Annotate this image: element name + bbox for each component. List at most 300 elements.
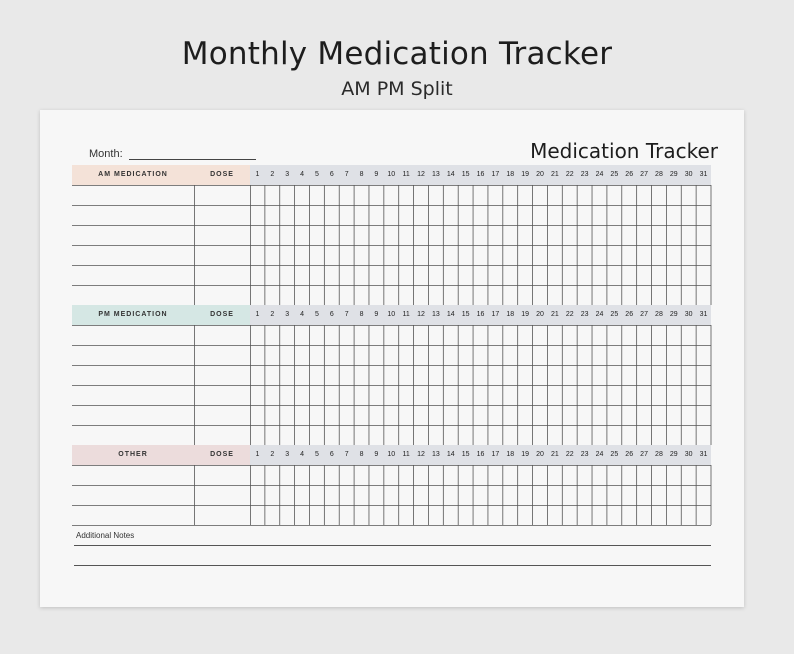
- day-checkbox-cell[interactable]: [548, 506, 561, 524]
- day-checkbox-cell[interactable]: [296, 386, 309, 404]
- day-checkbox-cell[interactable]: [489, 206, 502, 224]
- day-checkbox-cell[interactable]: [400, 346, 413, 364]
- day-checkbox-cell[interactable]: [653, 366, 666, 384]
- day-checkbox-cell[interactable]: [489, 246, 502, 264]
- day-checkbox-cell[interactable]: [385, 206, 398, 224]
- day-checkbox-cell[interactable]: [682, 366, 695, 384]
- day-checkbox-cell[interactable]: [266, 186, 279, 204]
- day-checkbox-cell[interactable]: [548, 346, 561, 364]
- day-checkbox-cell[interactable]: [325, 466, 338, 484]
- day-checkbox-cell[interactable]: [548, 386, 561, 404]
- day-checkbox-cell[interactable]: [623, 266, 636, 284]
- day-checkbox-cell[interactable]: [563, 406, 576, 424]
- day-checkbox-cell[interactable]: [355, 466, 368, 484]
- day-checkbox-cell[interactable]: [415, 346, 428, 364]
- day-checkbox-cell[interactable]: [682, 266, 695, 284]
- day-checkbox-cell[interactable]: [415, 206, 428, 224]
- day-checkbox-cell[interactable]: [400, 406, 413, 424]
- day-checkbox-cell[interactable]: [385, 226, 398, 244]
- day-checkbox-cell[interactable]: [325, 326, 338, 344]
- day-checkbox-cell[interactable]: [563, 226, 576, 244]
- day-checkbox-cell[interactable]: [593, 186, 606, 204]
- day-checkbox-cell[interactable]: [638, 486, 651, 504]
- day-checkbox-cell[interactable]: [548, 426, 561, 444]
- day-checkbox-cell[interactable]: [519, 246, 532, 264]
- day-checkbox-cell[interactable]: [400, 506, 413, 524]
- day-checkbox-cell[interactable]: [667, 246, 680, 264]
- day-checkbox-cell[interactable]: [578, 486, 591, 504]
- day-checkbox-cell[interactable]: [355, 266, 368, 284]
- day-checkbox-cell[interactable]: [667, 206, 680, 224]
- day-checkbox-cell[interactable]: [281, 206, 294, 224]
- day-checkbox-cell[interactable]: [578, 426, 591, 444]
- day-checkbox-cell[interactable]: [608, 326, 621, 344]
- day-checkbox-cell[interactable]: [444, 346, 457, 364]
- day-checkbox-cell[interactable]: [266, 286, 279, 304]
- day-checkbox-cell[interactable]: [534, 426, 547, 444]
- day-checkbox-cell[interactable]: [370, 386, 383, 404]
- day-checkbox-cell[interactable]: [519, 386, 532, 404]
- day-checkbox-cell[interactable]: [474, 386, 487, 404]
- day-checkbox-cell[interactable]: [400, 206, 413, 224]
- day-checkbox-cell[interactable]: [563, 206, 576, 224]
- day-checkbox-cell[interactable]: [697, 286, 710, 304]
- day-checkbox-cell[interactable]: [608, 426, 621, 444]
- tracker-grid[interactable]: [72, 185, 712, 306]
- day-checkbox-cell[interactable]: [415, 326, 428, 344]
- day-checkbox-cell[interactable]: [325, 406, 338, 424]
- day-checkbox-cell[interactable]: [444, 226, 457, 244]
- day-checkbox-cell[interactable]: [623, 386, 636, 404]
- day-checkbox-cell[interactable]: [429, 266, 442, 284]
- day-checkbox-cell[interactable]: [459, 426, 472, 444]
- day-checkbox-cell[interactable]: [578, 366, 591, 384]
- day-checkbox-cell[interactable]: [534, 286, 547, 304]
- day-checkbox-cell[interactable]: [459, 286, 472, 304]
- day-checkbox-cell[interactable]: [400, 246, 413, 264]
- day-checkbox-cell[interactable]: [489, 426, 502, 444]
- day-checkbox-cell[interactable]: [251, 506, 264, 524]
- day-checkbox-cell[interactable]: [429, 206, 442, 224]
- day-checkbox-cell[interactable]: [251, 426, 264, 444]
- day-checkbox-cell[interactable]: [593, 366, 606, 384]
- day-checkbox-cell[interactable]: [251, 326, 264, 344]
- day-checkbox-cell[interactable]: [504, 466, 517, 484]
- notes-line[interactable]: [74, 565, 711, 566]
- day-checkbox-cell[interactable]: [638, 206, 651, 224]
- day-checkbox-cell[interactable]: [504, 426, 517, 444]
- day-checkbox-cell[interactable]: [325, 486, 338, 504]
- day-checkbox-cell[interactable]: [623, 406, 636, 424]
- day-checkbox-cell[interactable]: [310, 426, 323, 444]
- tracker-grid[interactable]: [72, 325, 712, 446]
- day-checkbox-cell[interactable]: [370, 486, 383, 504]
- day-checkbox-cell[interactable]: [474, 506, 487, 524]
- day-checkbox-cell[interactable]: [355, 186, 368, 204]
- day-checkbox-cell[interactable]: [667, 286, 680, 304]
- day-checkbox-cell[interactable]: [281, 386, 294, 404]
- day-checkbox-cell[interactable]: [608, 406, 621, 424]
- day-checkbox-cell[interactable]: [638, 186, 651, 204]
- day-checkbox-cell[interactable]: [638, 246, 651, 264]
- day-checkbox-cell[interactable]: [548, 366, 561, 384]
- day-checkbox-cell[interactable]: [519, 366, 532, 384]
- day-checkbox-cell[interactable]: [385, 346, 398, 364]
- day-checkbox-cell[interactable]: [266, 346, 279, 364]
- day-checkbox-cell[interactable]: [281, 506, 294, 524]
- day-checkbox-cell[interactable]: [578, 226, 591, 244]
- day-checkbox-cell[interactable]: [444, 286, 457, 304]
- day-checkbox-cell[interactable]: [667, 486, 680, 504]
- day-checkbox-cell[interactable]: [563, 246, 576, 264]
- day-checkbox-cell[interactable]: [697, 366, 710, 384]
- day-checkbox-cell[interactable]: [296, 366, 309, 384]
- day-checkbox-cell[interactable]: [281, 226, 294, 244]
- day-checkbox-cell[interactable]: [296, 286, 309, 304]
- day-checkbox-cell[interactable]: [415, 266, 428, 284]
- day-checkbox-cell[interactable]: [400, 266, 413, 284]
- day-checkbox-cell[interactable]: [638, 226, 651, 244]
- day-checkbox-cell[interactable]: [489, 286, 502, 304]
- day-checkbox-cell[interactable]: [296, 266, 309, 284]
- day-checkbox-cell[interactable]: [667, 406, 680, 424]
- day-checkbox-cell[interactable]: [340, 266, 353, 284]
- day-checkbox-cell[interactable]: [667, 466, 680, 484]
- day-checkbox-cell[interactable]: [638, 406, 651, 424]
- day-checkbox-cell[interactable]: [281, 186, 294, 204]
- day-checkbox-cell[interactable]: [310, 226, 323, 244]
- day-checkbox-cell[interactable]: [474, 246, 487, 264]
- day-checkbox-cell[interactable]: [474, 206, 487, 224]
- day-checkbox-cell[interactable]: [638, 506, 651, 524]
- day-checkbox-cell[interactable]: [504, 326, 517, 344]
- day-checkbox-cell[interactable]: [519, 466, 532, 484]
- day-checkbox-cell[interactable]: [578, 246, 591, 264]
- day-checkbox-cell[interactable]: [310, 286, 323, 304]
- day-checkbox-cell[interactable]: [653, 246, 666, 264]
- day-checkbox-cell[interactable]: [667, 226, 680, 244]
- day-checkbox-cell[interactable]: [623, 246, 636, 264]
- day-checkbox-cell[interactable]: [608, 286, 621, 304]
- day-checkbox-cell[interactable]: [459, 226, 472, 244]
- day-checkbox-cell[interactable]: [400, 486, 413, 504]
- day-checkbox-cell[interactable]: [504, 366, 517, 384]
- day-checkbox-cell[interactable]: [608, 486, 621, 504]
- day-checkbox-cell[interactable]: [504, 186, 517, 204]
- day-checkbox-cell[interactable]: [682, 506, 695, 524]
- day-checkbox-cell[interactable]: [325, 206, 338, 224]
- day-checkbox-cell[interactable]: [534, 406, 547, 424]
- day-checkbox-cell[interactable]: [593, 326, 606, 344]
- notes-line[interactable]: [74, 545, 711, 546]
- day-checkbox-cell[interactable]: [415, 186, 428, 204]
- day-checkbox-cell[interactable]: [474, 466, 487, 484]
- day-checkbox-cell[interactable]: [444, 466, 457, 484]
- day-checkbox-cell[interactable]: [429, 326, 442, 344]
- day-checkbox-cell[interactable]: [340, 506, 353, 524]
- day-checkbox-cell[interactable]: [370, 266, 383, 284]
- day-checkbox-cell[interactable]: [444, 186, 457, 204]
- day-checkbox-cell[interactable]: [266, 206, 279, 224]
- day-checkbox-cell[interactable]: [489, 326, 502, 344]
- day-checkbox-cell[interactable]: [281, 366, 294, 384]
- day-checkbox-cell[interactable]: [385, 366, 398, 384]
- day-checkbox-cell[interactable]: [296, 426, 309, 444]
- day-checkbox-cell[interactable]: [697, 246, 710, 264]
- day-checkbox-cell[interactable]: [534, 186, 547, 204]
- day-checkbox-cell[interactable]: [266, 326, 279, 344]
- day-checkbox-cell[interactable]: [325, 346, 338, 364]
- day-checkbox-cell[interactable]: [296, 326, 309, 344]
- day-checkbox-cell[interactable]: [281, 346, 294, 364]
- day-checkbox-cell[interactable]: [296, 246, 309, 264]
- day-checkbox-cell[interactable]: [519, 186, 532, 204]
- day-checkbox-cell[interactable]: [623, 186, 636, 204]
- day-checkbox-cell[interactable]: [653, 346, 666, 364]
- day-checkbox-cell[interactable]: [682, 326, 695, 344]
- day-checkbox-cell[interactable]: [489, 486, 502, 504]
- day-checkbox-cell[interactable]: [593, 346, 606, 364]
- day-checkbox-cell[interactable]: [519, 286, 532, 304]
- day-checkbox-cell[interactable]: [474, 426, 487, 444]
- day-checkbox-cell[interactable]: [697, 206, 710, 224]
- day-checkbox-cell[interactable]: [444, 206, 457, 224]
- day-checkbox-cell[interactable]: [310, 366, 323, 384]
- day-checkbox-cell[interactable]: [370, 286, 383, 304]
- day-checkbox-cell[interactable]: [266, 466, 279, 484]
- day-checkbox-cell[interactable]: [385, 426, 398, 444]
- day-checkbox-cell[interactable]: [400, 426, 413, 444]
- day-checkbox-cell[interactable]: [281, 486, 294, 504]
- day-checkbox-cell[interactable]: [593, 506, 606, 524]
- day-checkbox-cell[interactable]: [400, 286, 413, 304]
- day-checkbox-cell[interactable]: [578, 506, 591, 524]
- day-checkbox-cell[interactable]: [459, 506, 472, 524]
- day-checkbox-cell[interactable]: [400, 186, 413, 204]
- day-checkbox-cell[interactable]: [608, 206, 621, 224]
- day-checkbox-cell[interactable]: [474, 366, 487, 384]
- day-checkbox-cell[interactable]: [459, 406, 472, 424]
- day-checkbox-cell[interactable]: [519, 326, 532, 344]
- day-checkbox-cell[interactable]: [563, 266, 576, 284]
- day-checkbox-cell[interactable]: [504, 246, 517, 264]
- day-checkbox-cell[interactable]: [474, 266, 487, 284]
- day-checkbox-cell[interactable]: [474, 286, 487, 304]
- day-checkbox-cell[interactable]: [697, 386, 710, 404]
- day-checkbox-cell[interactable]: [682, 186, 695, 204]
- day-checkbox-cell[interactable]: [355, 206, 368, 224]
- day-checkbox-cell[interactable]: [310, 386, 323, 404]
- day-checkbox-cell[interactable]: [355, 406, 368, 424]
- month-line[interactable]: [129, 159, 256, 160]
- day-checkbox-cell[interactable]: [444, 486, 457, 504]
- day-checkbox-cell[interactable]: [296, 406, 309, 424]
- day-checkbox-cell[interactable]: [266, 506, 279, 524]
- day-checkbox-cell[interactable]: [504, 486, 517, 504]
- day-checkbox-cell[interactable]: [370, 326, 383, 344]
- day-checkbox-cell[interactable]: [415, 246, 428, 264]
- day-checkbox-cell[interactable]: [504, 266, 517, 284]
- day-checkbox-cell[interactable]: [534, 206, 547, 224]
- day-checkbox-cell[interactable]: [504, 386, 517, 404]
- day-checkbox-cell[interactable]: [578, 466, 591, 484]
- day-checkbox-cell[interactable]: [697, 346, 710, 364]
- day-checkbox-cell[interactable]: [459, 186, 472, 204]
- day-checkbox-cell[interactable]: [563, 326, 576, 344]
- day-checkbox-cell[interactable]: [325, 266, 338, 284]
- day-checkbox-cell[interactable]: [623, 506, 636, 524]
- day-checkbox-cell[interactable]: [548, 266, 561, 284]
- day-checkbox-cell[interactable]: [459, 326, 472, 344]
- day-checkbox-cell[interactable]: [296, 486, 309, 504]
- day-checkbox-cell[interactable]: [296, 186, 309, 204]
- day-checkbox-cell[interactable]: [429, 226, 442, 244]
- day-checkbox-cell[interactable]: [296, 466, 309, 484]
- day-checkbox-cell[interactable]: [444, 406, 457, 424]
- day-checkbox-cell[interactable]: [459, 246, 472, 264]
- day-checkbox-cell[interactable]: [325, 186, 338, 204]
- day-checkbox-cell[interactable]: [310, 326, 323, 344]
- day-checkbox-cell[interactable]: [638, 326, 651, 344]
- day-checkbox-cell[interactable]: [563, 346, 576, 364]
- day-checkbox-cell[interactable]: [429, 486, 442, 504]
- day-checkbox-cell[interactable]: [593, 246, 606, 264]
- day-checkbox-cell[interactable]: [385, 406, 398, 424]
- day-checkbox-cell[interactable]: [415, 406, 428, 424]
- day-checkbox-cell[interactable]: [444, 266, 457, 284]
- day-checkbox-cell[interactable]: [385, 286, 398, 304]
- day-checkbox-cell[interactable]: [608, 466, 621, 484]
- day-checkbox-cell[interactable]: [355, 506, 368, 524]
- day-checkbox-cell[interactable]: [667, 366, 680, 384]
- day-checkbox-cell[interactable]: [489, 226, 502, 244]
- day-checkbox-cell[interactable]: [325, 286, 338, 304]
- day-checkbox-cell[interactable]: [370, 366, 383, 384]
- day-checkbox-cell[interactable]: [429, 406, 442, 424]
- day-checkbox-cell[interactable]: [638, 286, 651, 304]
- day-checkbox-cell[interactable]: [653, 406, 666, 424]
- day-checkbox-cell[interactable]: [310, 206, 323, 224]
- day-checkbox-cell[interactable]: [429, 246, 442, 264]
- day-checkbox-cell[interactable]: [400, 326, 413, 344]
- day-checkbox-cell[interactable]: [415, 286, 428, 304]
- day-checkbox-cell[interactable]: [548, 286, 561, 304]
- day-checkbox-cell[interactable]: [548, 206, 561, 224]
- day-checkbox-cell[interactable]: [578, 266, 591, 284]
- day-checkbox-cell[interactable]: [281, 426, 294, 444]
- day-checkbox-cell[interactable]: [459, 366, 472, 384]
- day-checkbox-cell[interactable]: [310, 506, 323, 524]
- day-checkbox-cell[interactable]: [340, 326, 353, 344]
- day-checkbox-cell[interactable]: [325, 226, 338, 244]
- day-checkbox-cell[interactable]: [653, 326, 666, 344]
- day-checkbox-cell[interactable]: [370, 426, 383, 444]
- day-checkbox-cell[interactable]: [682, 386, 695, 404]
- day-checkbox-cell[interactable]: [489, 506, 502, 524]
- day-checkbox-cell[interactable]: [623, 226, 636, 244]
- day-checkbox-cell[interactable]: [355, 286, 368, 304]
- day-checkbox-cell[interactable]: [534, 266, 547, 284]
- day-checkbox-cell[interactable]: [593, 286, 606, 304]
- day-checkbox-cell[interactable]: [444, 366, 457, 384]
- day-checkbox-cell[interactable]: [653, 226, 666, 244]
- day-checkbox-cell[interactable]: [385, 186, 398, 204]
- day-checkbox-cell[interactable]: [370, 226, 383, 244]
- day-checkbox-cell[interactable]: [504, 346, 517, 364]
- day-checkbox-cell[interactable]: [682, 426, 695, 444]
- day-checkbox-cell[interactable]: [429, 346, 442, 364]
- day-checkbox-cell[interactable]: [563, 486, 576, 504]
- day-checkbox-cell[interactable]: [251, 466, 264, 484]
- day-checkbox-cell[interactable]: [355, 386, 368, 404]
- day-checkbox-cell[interactable]: [697, 326, 710, 344]
- day-checkbox-cell[interactable]: [251, 186, 264, 204]
- day-checkbox-cell[interactable]: [504, 226, 517, 244]
- day-checkbox-cell[interactable]: [266, 426, 279, 444]
- day-checkbox-cell[interactable]: [578, 186, 591, 204]
- day-checkbox-cell[interactable]: [534, 346, 547, 364]
- day-checkbox-cell[interactable]: [251, 226, 264, 244]
- day-checkbox-cell[interactable]: [355, 486, 368, 504]
- day-checkbox-cell[interactable]: [459, 346, 472, 364]
- day-checkbox-cell[interactable]: [653, 486, 666, 504]
- day-checkbox-cell[interactable]: [266, 486, 279, 504]
- day-checkbox-cell[interactable]: [638, 466, 651, 484]
- day-checkbox-cell[interactable]: [578, 326, 591, 344]
- day-checkbox-cell[interactable]: [400, 466, 413, 484]
- day-checkbox-cell[interactable]: [534, 466, 547, 484]
- day-checkbox-cell[interactable]: [429, 426, 442, 444]
- day-checkbox-cell[interactable]: [385, 486, 398, 504]
- day-checkbox-cell[interactable]: [340, 406, 353, 424]
- day-checkbox-cell[interactable]: [340, 346, 353, 364]
- day-checkbox-cell[interactable]: [563, 466, 576, 484]
- day-checkbox-cell[interactable]: [325, 506, 338, 524]
- day-checkbox-cell[interactable]: [325, 386, 338, 404]
- day-checkbox-cell[interactable]: [667, 426, 680, 444]
- day-checkbox-cell[interactable]: [534, 386, 547, 404]
- day-checkbox-cell[interactable]: [608, 386, 621, 404]
- day-checkbox-cell[interactable]: [251, 366, 264, 384]
- day-checkbox-cell[interactable]: [653, 266, 666, 284]
- day-checkbox-cell[interactable]: [489, 266, 502, 284]
- day-checkbox-cell[interactable]: [340, 486, 353, 504]
- day-checkbox-cell[interactable]: [682, 206, 695, 224]
- day-checkbox-cell[interactable]: [385, 246, 398, 264]
- day-checkbox-cell[interactable]: [415, 506, 428, 524]
- day-checkbox-cell[interactable]: [429, 286, 442, 304]
- day-checkbox-cell[interactable]: [251, 406, 264, 424]
- day-checkbox-cell[interactable]: [504, 206, 517, 224]
- day-checkbox-cell[interactable]: [370, 246, 383, 264]
- day-checkbox-cell[interactable]: [296, 506, 309, 524]
- day-checkbox-cell[interactable]: [355, 226, 368, 244]
- day-checkbox-cell[interactable]: [608, 246, 621, 264]
- day-checkbox-cell[interactable]: [697, 226, 710, 244]
- day-checkbox-cell[interactable]: [697, 426, 710, 444]
- day-checkbox-cell[interactable]: [697, 186, 710, 204]
- day-checkbox-cell[interactable]: [638, 366, 651, 384]
- day-checkbox-cell[interactable]: [310, 466, 323, 484]
- day-checkbox-cell[interactable]: [578, 286, 591, 304]
- day-checkbox-cell[interactable]: [444, 246, 457, 264]
- day-checkbox-cell[interactable]: [653, 506, 666, 524]
- day-checkbox-cell[interactable]: [385, 326, 398, 344]
- day-checkbox-cell[interactable]: [623, 326, 636, 344]
- day-checkbox-cell[interactable]: [281, 326, 294, 344]
- day-checkbox-cell[interactable]: [489, 386, 502, 404]
- day-checkbox-cell[interactable]: [534, 226, 547, 244]
